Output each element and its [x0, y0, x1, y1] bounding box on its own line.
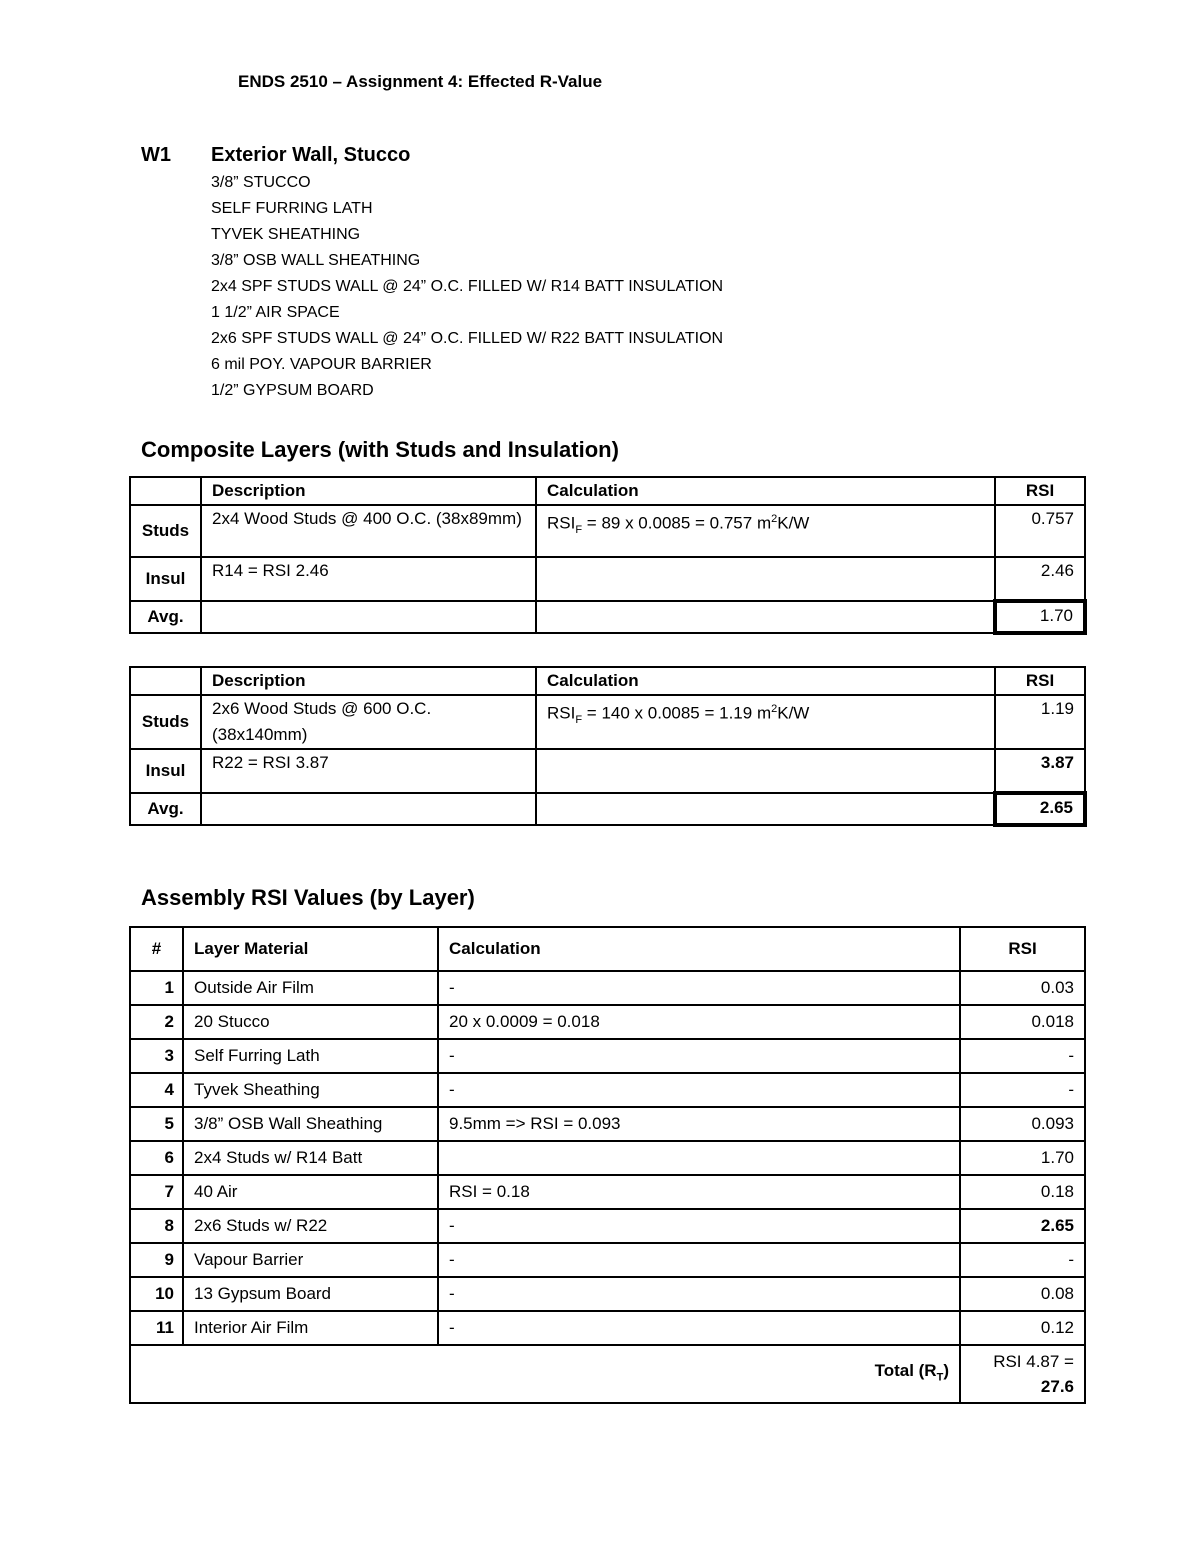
row-label-avg: Avg.: [130, 601, 201, 633]
layer-number: 10: [130, 1277, 183, 1311]
layer-number: 4: [130, 1073, 183, 1107]
col-header-calculation: Calculation: [438, 927, 960, 971]
layer-number: 8: [130, 1209, 183, 1243]
composite-heading: Composite Layers (with Studs and Insulation): [141, 437, 619, 462]
col-header-calculation: Calculation: [536, 667, 995, 695]
total-value-line2: 27.6: [1040, 1377, 1074, 1396]
layer-material: 3/8” OSB Wall Sheathing: [183, 1107, 438, 1141]
layer-material: 40 Air: [183, 1175, 438, 1209]
layer-material: Tyvek Sheathing: [183, 1073, 438, 1107]
wall-layer: 6 mil POY. VAPOUR BARRIER: [211, 356, 432, 373]
layer-calculation: -: [438, 1073, 960, 1107]
layer-rsi: 2.65: [960, 1209, 1085, 1243]
table-row: [130, 1141, 1085, 1175]
insul-description: R14 = RSI 2.46: [201, 557, 536, 601]
row-label-studs: Studs: [130, 695, 201, 749]
studs-rsi: 0.757: [995, 505, 1085, 557]
insul-rsi: 3.87: [995, 749, 1085, 793]
layer-rsi: 0.18: [960, 1175, 1085, 1209]
wall-layer: 2x4 SPF STUDS WALL @ 24” O.C. FILLED W/ R14 BATT INSULATION: [211, 278, 724, 295]
table-row: [130, 1107, 1085, 1141]
layer-calculation: -: [438, 1311, 960, 1345]
insul-calculation: [536, 557, 995, 601]
layer-number: 9: [130, 1243, 183, 1277]
layer-material: Self Furring Lath: [183, 1039, 438, 1073]
table-row: [130, 1005, 1085, 1039]
wall-code: W1: [141, 144, 171, 166]
layer-number: 6: [130, 1141, 183, 1175]
avg-description: [201, 601, 536, 633]
col-header-layer-material: Layer Material: [183, 927, 438, 971]
layer-number: 5: [130, 1107, 183, 1141]
avg-rsi: 1.70: [995, 601, 1085, 633]
layer-rsi: -: [960, 1039, 1085, 1073]
col-header-blank: [130, 667, 201, 695]
total-value: [960, 1345, 1085, 1403]
col-header-blank: [130, 477, 201, 505]
wall-layer: SELF FURRING LATH: [211, 200, 373, 217]
table-row: [130, 1209, 1085, 1243]
layer-calculation: [438, 1141, 960, 1175]
insul-description: R22 = RSI 3.87: [201, 749, 536, 793]
row-label-insul: Insul: [130, 749, 201, 793]
layer-calculation: -: [438, 971, 960, 1005]
layer-material: 13 Gypsum Board: [183, 1277, 438, 1311]
wall-layer: 3/8” STUCCO: [211, 174, 311, 191]
table-row: [130, 1039, 1085, 1073]
col-header-description: Description: [201, 667, 536, 695]
table-row: [130, 1311, 1085, 1345]
document-title: ENDS 2510 – Assignment 4: Effected R-Value: [238, 72, 603, 91]
composite-table-1: [129, 476, 1087, 635]
table-row: [130, 1243, 1085, 1277]
col-header-calculation: Calculation: [536, 477, 995, 505]
layer-material: Interior Air Film: [183, 1311, 438, 1345]
wall-layer: 3/8” OSB WALL SHEATHING: [211, 252, 421, 269]
col-header-description: Description: [201, 477, 536, 505]
avg-description: [201, 793, 536, 825]
layer-rsi: 0.08: [960, 1277, 1085, 1311]
layer-rsi: 0.03: [960, 971, 1085, 1005]
wall-layer: 2x6 SPF STUDS WALL @ 24” O.C. FILLED W/ R22 BATT INSULATION: [211, 330, 724, 347]
insul-rsi: 2.46: [995, 557, 1085, 601]
wall-layer: 1/2” GYPSUM BOARD: [211, 382, 374, 399]
wall-title: Exterior Wall, Stucco: [211, 144, 411, 166]
studs-calculation: $RSI_F = 140$ x 0.0085 = 1.19 $m^2K/W$: [536, 695, 995, 749]
layer-number: 3: [130, 1039, 183, 1073]
col-header-number: #: [130, 927, 183, 971]
layer-rsi: -: [960, 1243, 1085, 1277]
col-header-rsi: RSI: [995, 667, 1085, 695]
layer-rsi: 1.70: [960, 1141, 1085, 1175]
wall-layer: 1 1/2” AIR SPACE: [211, 304, 340, 321]
layer-number: 7: [130, 1175, 183, 1209]
col-header-rsi: RSI: [960, 927, 1085, 971]
layer-calculation: 20 x 0.0009 = 0.018: [438, 1005, 960, 1039]
table-row: [130, 1073, 1085, 1107]
layer-calculation: 9.5mm => RSI = 0.093: [438, 1107, 960, 1141]
layer-calculation: -: [438, 1277, 960, 1311]
layer-rsi: -: [960, 1073, 1085, 1107]
layer-material: Outside Air Film: [183, 971, 438, 1005]
total-label: Total $(R_T)$: [130, 1345, 960, 1403]
composite-table-2: [129, 666, 1087, 827]
row-label-studs: Studs: [130, 505, 201, 557]
layer-material: Vapour Barrier: [183, 1243, 438, 1277]
studs-description: 2x4 Wood Studs @ 400 O.C. (38x89mm): [201, 505, 536, 557]
layer-number: 1: [130, 971, 183, 1005]
layer-number: 2: [130, 1005, 183, 1039]
row-label-insul: Insul: [130, 557, 201, 601]
table-row: [130, 971, 1085, 1005]
wall-layer-list: [211, 172, 723, 406]
layer-material: 2x6 Studs w/ R22: [183, 1209, 438, 1243]
wall-layer: TYVEK SHEATHING: [211, 226, 361, 243]
layer-material: 2x4 Studs w/ R14 Batt: [183, 1141, 438, 1175]
table-row: [130, 1277, 1085, 1311]
layer-material: 20 Stucco: [183, 1005, 438, 1039]
layer-calculation: -: [438, 1209, 960, 1243]
layer-rsi: 0.12: [960, 1311, 1085, 1345]
avg-rsi: 2.65: [995, 793, 1085, 825]
total-value-line1: RSI 4.87 =: [993, 1352, 1074, 1371]
studs-calculation: $RSI_F = 89$ x 0.0085 = 0.757 $m^2K/W$: [536, 505, 995, 557]
assembly-heading: Assembly RSI Values (by Layer): [141, 885, 475, 910]
studs-description: 2x6 Wood Studs @ 600 O.C. (38x140mm): [201, 695, 536, 749]
assembly-table: [129, 926, 1086, 1404]
layer-number: 11: [130, 1311, 183, 1345]
layer-rsi: 0.018: [960, 1005, 1085, 1039]
layer-calculation: RSI = 0.18: [438, 1175, 960, 1209]
layer-calculation: -: [438, 1039, 960, 1073]
layer-rsi: 0.093: [960, 1107, 1085, 1141]
layer-calculation: -: [438, 1243, 960, 1277]
studs-rsi: 1.19: [995, 695, 1085, 749]
avg-calculation: [536, 793, 995, 825]
row-label-avg: Avg.: [130, 793, 201, 825]
insul-calculation: [536, 749, 995, 793]
col-header-rsi: RSI: [995, 477, 1085, 505]
avg-calculation: [536, 601, 995, 633]
table-row: [130, 1175, 1085, 1209]
assembly-rows: [130, 971, 1085, 1345]
